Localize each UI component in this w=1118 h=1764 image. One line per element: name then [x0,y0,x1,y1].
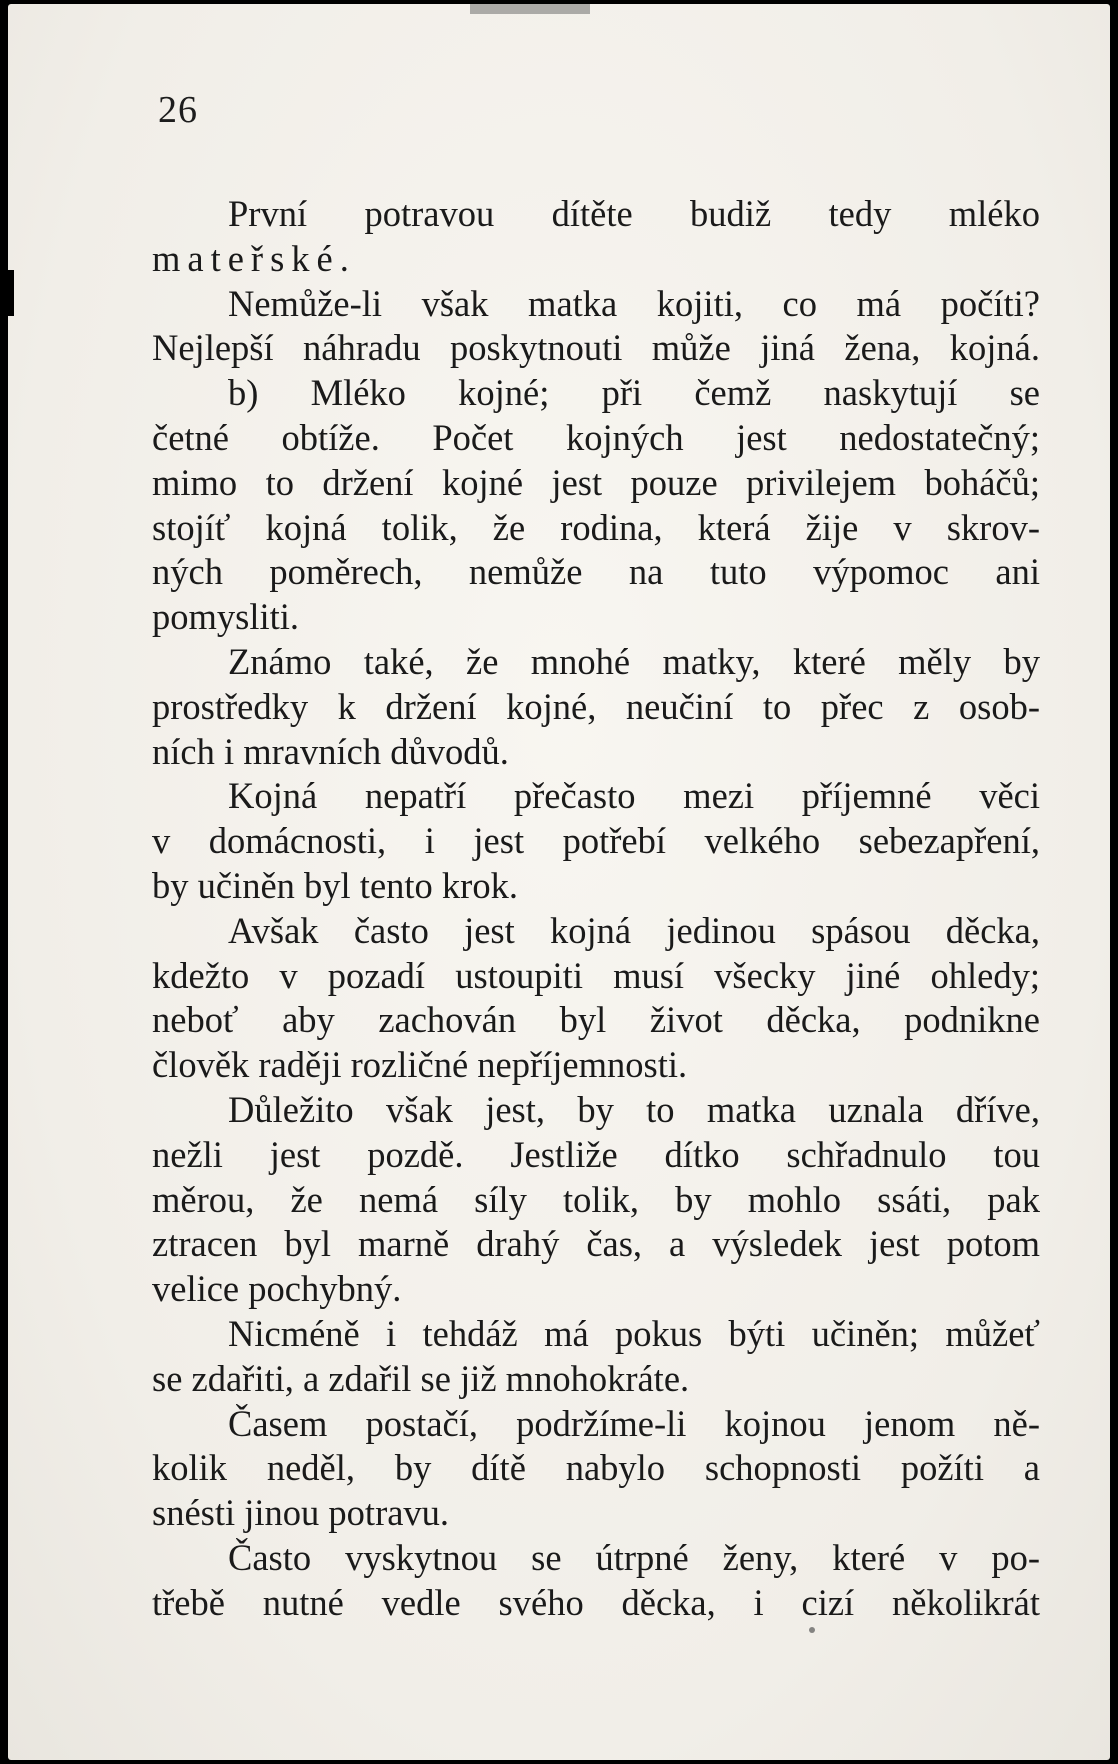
text-line: Nejlepší náhradu poskytnouti může jiná žena, kojná. [152,327,1040,369]
text-line: Známo také, že mnohé matky, které měly by [228,640,1040,682]
text-line: v domácnosti, i jest potřebí velkého sebezapření, [152,820,1040,862]
text-line [152,192,1040,237]
text-line: by učiněn byl tento krok. [152,864,518,906]
text-line: Kojná nepatří přečasto mezi příjemné věci [228,775,1040,817]
text-line: ních i mravních důvodů. [152,730,509,772]
body-text [152,192,1040,1626]
text-line: kolik neděl, by dítě nabylo schopnosti požíti a [152,1447,1040,1489]
text-line: b) Mléko kojné; při čemž naskytují se [228,372,1040,414]
text-line: se zdařiti, a zdařil se již mnohokráte. [152,1357,690,1399]
text-line: četné obtíže. Počet kojných jest nedostatečný; [152,416,1040,458]
text-line: Důležito však jest, by to matka uznala dříve, [228,1088,1040,1130]
text-line: Často vyskytnou se útrpné ženy, které v po- [228,1536,1040,1578]
text-line-content: První potravou dítěte budiž tedy mléko [228,193,1040,234]
text-line: prostředky k držení kojné, neučiní to přec z osob- [152,685,1040,727]
text-line: neboť aby zachován byl život děcka, podnikne [152,999,1040,1041]
text-line: Nemůže-li však matka kojiti, co má počíti? [228,282,1040,324]
text-line: Nicméně i tehdáž má pokus býti učiněn; můžeť [228,1312,1040,1354]
page-number: 26 [158,89,198,131]
text-line: měrou, že nemá síly tolik, by mohlo ssáti, pak [152,1178,1040,1220]
text-line: stojíť kojná tolik, že rodina, která žije v skrov- [152,506,1040,548]
text-line: velice pochybný. [152,1268,402,1310]
text-line: třebě nutné vedle svého děcka, i cizí několikrát [152,1581,1040,1623]
text-line: Avšak často jest kojná jedinou spásou děcka, [228,909,1040,951]
text-line: člověk raději rozličné nepříjemnosti. [152,1044,688,1086]
text-line: ztracen byl marně drahý čas, a výsledek jest potom [152,1223,1040,1265]
text-line: ných poměrech, nemůže na tuto výpomoc ani [152,551,1040,593]
text-line: mimo to držení kojné jest pouze privilejem boháčů; [152,461,1040,503]
text-line: nežli jest pozdě. Jestliže dítko schřadnulo tou [152,1133,1040,1175]
text-line: mateřské. [152,237,356,279]
text-line: Časem postačí, podržíme-li kojnou jenom ně- [228,1402,1040,1444]
text-line: kdežto v pozadí ustoupiti musí všecky jiné ohledy; [152,954,1040,996]
text-line: pomysliti. [152,596,300,638]
text-line: snésti jinou potravu. [152,1492,450,1534]
